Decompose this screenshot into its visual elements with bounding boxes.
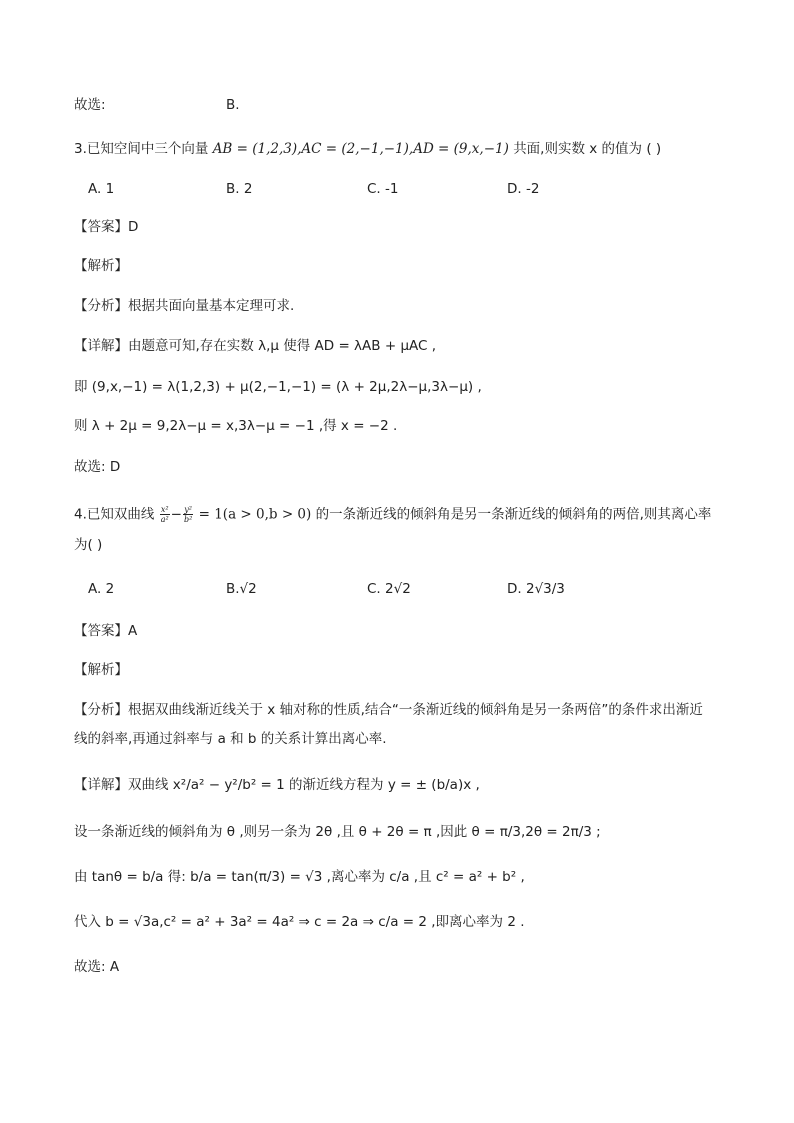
q4-analysis-heading: 【解析】 bbox=[74, 662, 128, 678]
q4-stem-fraction-y: $\frac{\text{y²}}{\text{b²}}$ bbox=[183, 505, 193, 524]
q4-option-d: D. 2√3/3 bbox=[507, 581, 565, 597]
q4-xiangjie: 【详解】双曲线 x²/a² − y²/b² = 1 的渐近线方程为 y = ± (b/a)x , bbox=[74, 777, 480, 793]
q3-option-d: D. -2 bbox=[507, 181, 540, 197]
q4-stem-fraction-x: $\frac{\text{x²}}{\text{a²}}$ bbox=[160, 505, 169, 524]
q4-fenxi-line-2: 线的斜率,再通过斜率与 a 和 b 的关系计算出离心率. bbox=[74, 731, 387, 747]
q3-stem: 3.已知空间中三个向量 AB = (1,2,3),AC = (2,−1,−1),AD = (9,x,−1) 共面,则实数 x 的值为 ( ) bbox=[74, 141, 662, 157]
q3-option-a: A. 1 bbox=[88, 181, 115, 197]
q4-stem: 4.已知双曲线 $\frac{\text{x²}}{\text{a²}}$ − $\frac{\text{y²}}{\text{b²}}$ = 1(a > 0,b > 0) 的一条渐近线的倾斜角是另一条渐近线的倾斜角的两倍,则其离心率 bbox=[74, 505, 712, 524]
previous-answer-label: 故选: bbox=[74, 97, 106, 113]
q4-answer: 【答案】A bbox=[74, 623, 138, 639]
q4-option-b: B.√2 bbox=[226, 581, 257, 597]
q3-step-1: 即 (9,x,−1) = λ(1,2,3) + μ(2,−1,−1) = (λ + 2μ,2λ−μ,3λ−μ) , bbox=[74, 379, 482, 395]
q3-vectors: AB = (1,2,3),AC = (2,−1,−1),AD = (9,x,−1) bbox=[212, 141, 509, 157]
q4-fenxi: 【分析】根据双曲线渐近线关于 x 轴对称的性质,结合“一条渐近线的倾斜角是另一条两倍”的条件求出渐近 bbox=[74, 702, 703, 718]
q3-fenxi: 【分析】根据共面向量基本定理可求. bbox=[74, 298, 295, 314]
q4-option-a: A. 2 bbox=[88, 581, 115, 597]
q4-stem-line-2: 为( ) bbox=[74, 537, 103, 553]
q4-step-1: 设一条渐近线的倾斜角为 θ ,则另一条为 2θ ,且 θ + 2θ = π ,因此 θ = π/3,2θ = 2π/3 ; bbox=[74, 824, 601, 840]
q3-answer: 【答案】D bbox=[74, 219, 139, 235]
q3-analysis-heading: 【解析】 bbox=[74, 258, 128, 274]
q4-step-3: 代入 b = √3a,c² = a² + 3a² = 4a² ⇒ c = 2a ⇒ c/a = 2 ,即离心率为 2 . bbox=[74, 914, 525, 930]
q3-option-b: B. 2 bbox=[226, 181, 253, 197]
q3-step-2: 则 λ + 2μ = 9,2λ−μ = x,3λ−μ = −1 ,得 x = −2 . bbox=[74, 418, 398, 434]
q4-final-answer: 故选: A bbox=[74, 959, 120, 975]
q3-option-c: C. -1 bbox=[367, 181, 399, 197]
q3-xiangjie: 【详解】由题意可知,存在实数 λ,μ 使得 AD = λAB + μAC , bbox=[74, 338, 437, 354]
q3-final-answer: 故选: D bbox=[74, 459, 121, 475]
previous-answer-value: B. bbox=[226, 97, 240, 113]
q4-option-c: C. 2√2 bbox=[367, 581, 411, 597]
q4-step-2: 由 tanθ = b/a 得: b/a = tan(π/3) = √3 ,离心率为 c/a ,且 c² = a² + b² , bbox=[74, 869, 525, 885]
